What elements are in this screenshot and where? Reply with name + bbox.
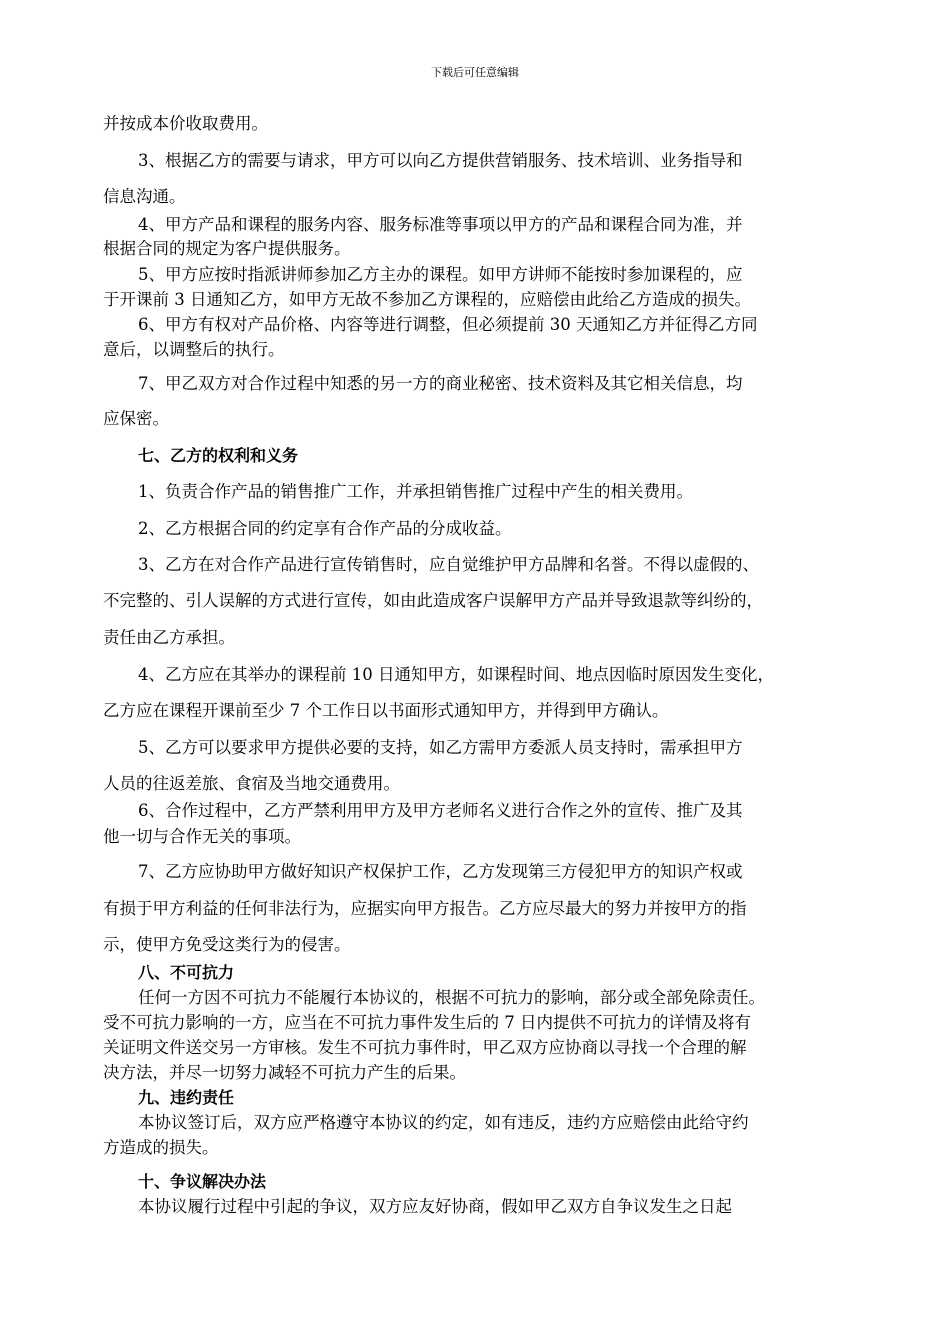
section-heading-9: 九、违约责任 — [138, 1088, 235, 1107]
body-line: 决方法，并尽一切努力减轻不可抗力产生的后果。 — [103, 1063, 466, 1082]
body-line: 5、甲方应按时指派讲师参加乙方主办的课程。如甲方讲师不能按时参加课程的，应 — [138, 265, 743, 284]
body-line: 人员的往返差旅、食宿及当地交通费用。 — [103, 774, 400, 793]
body-line: 他一切与合作无关的事项。 — [103, 827, 301, 846]
body-line: 2、乙方根据合同的约定享有合作产品的分成收益。 — [138, 519, 512, 538]
page-header: 下载后可任意编辑 — [431, 66, 519, 79]
body-line: 意后，以调整后的执行。 — [103, 340, 285, 359]
body-line: 3、根据乙方的需要与请求，甲方可以向乙方提供营销服务、技术培训、业务指导和 — [138, 151, 743, 170]
body-line: 3、乙方在对合作产品进行宣传销售时，应自觉维护甲方品牌和名誉。不得以虚假的、 — [138, 555, 759, 574]
section-heading-8: 八、不可抗力 — [138, 963, 235, 982]
body-line: 本协议签订后，双方应严格遵守本协议的约定，如有违反，违约方应赔偿由此给守约 — [138, 1113, 749, 1132]
body-line: 受不可抗力影响的一方，应当在不可抗力事件发生后的 7 日内提供不可抗力的详情及将有 — [103, 1013, 751, 1032]
body-line: 信息沟通。 — [103, 187, 186, 206]
body-line: 6、合作过程中，乙方严禁利用甲方及甲方老师名义进行合作之外的宣传、推广及其 — [138, 801, 743, 820]
body-line: 4、甲方产品和课程的服务内容、服务标准等事项以甲方的产品和课程合同为准，并 — [138, 215, 743, 234]
body-line: 本协议履行过程中引起的争议，双方应友好协商，假如甲乙双方自争议发生之日起 — [138, 1197, 732, 1216]
body-line: 根据合同的规定为客户提供服务。 — [103, 239, 351, 258]
section-heading-10: 十、争议解决办法 — [138, 1172, 267, 1191]
body-line: 7、甲乙双方对合作过程中知悉的另一方的商业秘密、技术资料及其它相关信息，均 — [138, 374, 743, 393]
body-line: 任何一方因不可抗力不能履行本协议的，根据不可抗力的影响，部分或全部免除责任。 — [138, 988, 765, 1007]
body-line: 方造成的损失。 — [103, 1138, 219, 1157]
body-line: 1、负责合作产品的销售推广工作，并承担销售推广过程中产生的相关费用。 — [138, 482, 693, 501]
body-line: 5、乙方可以要求甲方提供必要的支持，如乙方需甲方委派人员支持时，需承担甲方 — [138, 738, 743, 757]
body-line: 乙方应在课程开课前至少 7 个工作日以书面形式通知甲方，并得到甲方确认。 — [103, 701, 669, 720]
body-line: 示，使甲方免受这类行为的侵害。 — [103, 935, 351, 954]
body-line: 4、乙方应在其举办的课程前 10 日通知甲方，如课程时间、地点因临时原因发生变化， — [138, 665, 774, 684]
body-line: 不完整的、引人误解的方式进行宣传，如由此造成客户误解甲方产品并导致退款等纠纷的， — [103, 591, 763, 610]
body-line: 有损于甲方利益的任何非法行为，应据实向甲方报告。乙方应尽最大的努力并按甲方的指 — [103, 899, 747, 918]
body-line: 并按成本价收取费用。 — [103, 114, 268, 133]
section-heading-7: 七、乙方的权利和义务 — [138, 446, 299, 465]
body-line: 责任由乙方承担。 — [103, 628, 235, 647]
body-line: 于开课前 3 日通知乙方，如甲方无故不参加乙方课程的，应赔偿由此给乙方造成的损失。 — [103, 290, 751, 309]
body-line: 7、乙方应协助甲方做好知识产权保护工作，乙方发现第三方侵犯甲方的知识产权或 — [138, 862, 743, 881]
body-line: 6、甲方有权对产品价格、内容等进行调整，但必须提前 30 天通知乙方并征得乙方同 — [138, 315, 758, 334]
body-line: 应保密。 — [103, 409, 169, 428]
body-line: 关证明文件送交另一方审核。发生不可抗力事件时，甲乙双方应协商以寻找一个合理的解 — [103, 1038, 747, 1057]
